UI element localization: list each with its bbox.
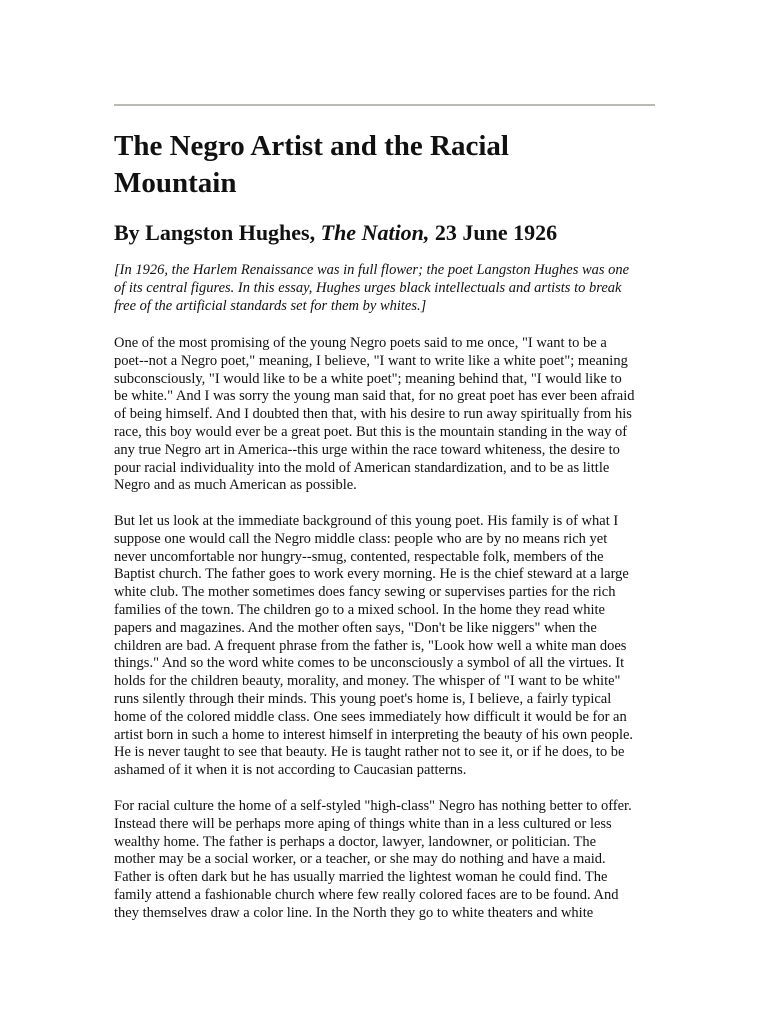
intro-line: of its central figures. In this essay, Hughes urges black intellectuals and artists to break (114, 279, 622, 296)
editor-intro (114, 262, 655, 315)
paragraph-line: ashamed of it when it is not according to Caucasian patterns. (114, 762, 467, 779)
byline-date: 23 June 1926 (429, 220, 558, 245)
paragraph-line: suppose one would call the Negro middle class: people who are by no means rich yet (114, 530, 608, 547)
article-title-line: The Negro Artist and the Racial (114, 130, 509, 162)
paragraph-line: Baptist church. The father goes to work every morning. He is the chief steward at a large (114, 566, 629, 583)
paragraph-line: never uncomfortable nor hungry--smug, contented, respectable folk, members of the (114, 548, 604, 565)
body-paragraph-1 (114, 335, 655, 495)
paragraph-line: For racial culture the home of a self-styled "high-class" Negro has nothing better to offer. (114, 798, 632, 814)
paragraph-line: mother may be a social worker, or a teacher, or she may do nothing and have a maid. (114, 851, 606, 868)
paragraph-line: He is never taught to see that beauty. He is taught rather not to see it, or if he does, to be (114, 744, 625, 761)
paragraph-line: Negro and as much American as possible. (114, 477, 357, 494)
paragraph-line: poet--not a Negro poet," meaning, I believe, "I want to write like a white poet"; meaning (114, 352, 628, 369)
paragraph-line: families of the town. The children go to a mixed school. In the home they read white (114, 601, 605, 618)
article-byline (114, 218, 655, 248)
article-title-line: Mountain (114, 167, 237, 199)
intro-line: free of the artificial standards set for them by whites.] (114, 297, 427, 314)
body-paragraph-3 (114, 798, 655, 923)
byline-publication: The Nation, (320, 220, 430, 245)
paragraph-line: pour racial individuality into the mold of American standardization, and to be as little (114, 459, 610, 476)
paragraph-line: be white." And I was sorry the young man said that, for no great poet has ever been afraid (114, 388, 635, 405)
article-title (114, 128, 655, 202)
paragraph-line: children are bad. A frequent phrase from the father is, "Look how well a white man does (114, 637, 627, 654)
paragraph-line: race, this boy would ever be a great poet. But this is the mountain standing in the way of (114, 423, 628, 440)
paragraph-line: runs silently through their minds. This young poet's home is, I believe, a fairly typical (114, 690, 612, 707)
paragraph-line: family attend a fashionable church where few really colored faces are to be found. And (114, 886, 619, 903)
paragraph-line: wealthy home. The father is perhaps a doctor, lawyer, landowner, or politician. The (114, 833, 597, 850)
paragraph-line: Instead there will be perhaps more aping of things white than in a less cultured or less (114, 815, 612, 832)
paragraph-line: papers and magazines. And the mother often says, "Don't be like niggers" when the (114, 619, 597, 636)
paragraph-line: Father is often dark but he has usually married the lightest woman he could find. The (114, 869, 608, 886)
paragraph-line: But let us look at the immediate background of this young poet. His family is of what I (114, 513, 619, 529)
paragraph-line: holds for the children beauty, morality, and money. The whisper of "I want to be white" (114, 673, 621, 690)
paragraph-line: One of the most promising of the young Negro poets said to me once, "I want to be a (114, 335, 607, 351)
paragraph-line: any true Negro art in America--this urge within the race toward whiteness, the desire to (114, 441, 620, 458)
top-divider (114, 104, 655, 106)
paragraph-line: artist born in such a home to interest himself in interpreting the beauty of his own people. (114, 726, 634, 743)
body-paragraph-2 (114, 513, 655, 780)
paragraph-line: they themselves draw a color line. In the North they go to white theaters and white (114, 904, 594, 921)
intro-line: [In 1926, the Harlem Renaissance was in full flower; the poet Langston Hughes was one (114, 262, 630, 278)
paragraph-line: things." And so the word white comes to be unconsciously a symbol of all the virtues. It (114, 655, 625, 672)
paragraph-line: home of the colored middle class. One sees immediately how difficult it would be for an (114, 708, 627, 725)
paragraph-line: subconsciously, "I would like to be a white poet"; meaning behind that, "I would like to (114, 370, 622, 387)
byline-author: By Langston Hughes, (114, 220, 321, 245)
paragraph-line: of being himself. And I doubted then that, with his desire to run away spiritually from his (114, 406, 632, 423)
paragraph-line: white club. The mother sometimes does fancy sewing or supervises parties for the rich (114, 584, 616, 601)
